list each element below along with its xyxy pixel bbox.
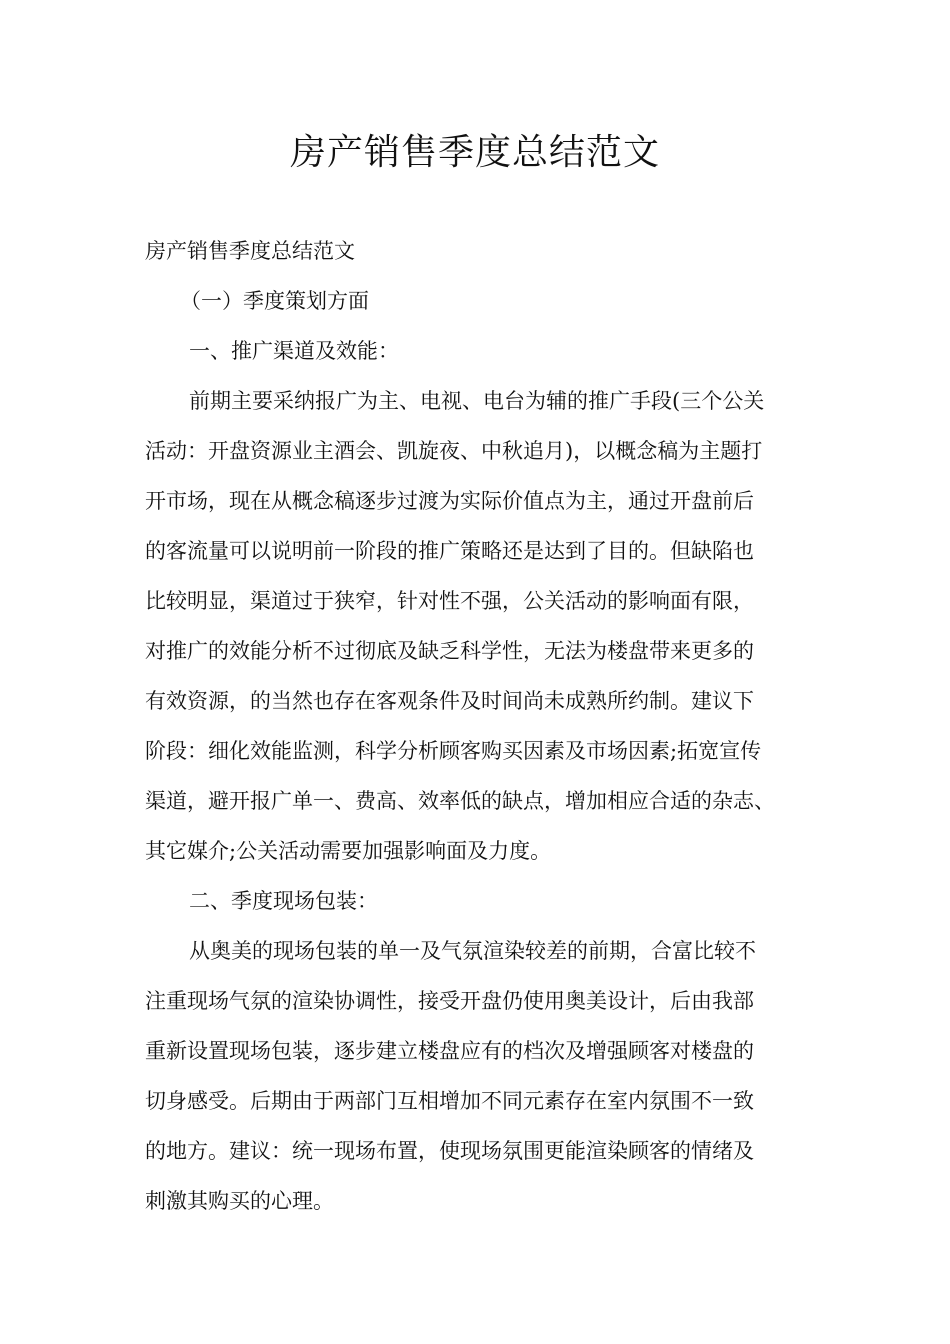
paragraph-line: 从奥美的现场包装的单一及气氛渲染较差的前期，合富比较不 <box>189 939 756 963</box>
document-title: 房产销售季度总结范文 <box>289 132 660 173</box>
paragraph-line: 注重现场气氛的渲染协调性，接受开盘仍使用奥美设计，后由我部 <box>145 989 754 1013</box>
section-heading: （一）季度策划方面 <box>180 289 369 313</box>
paragraph-line: 比较明显，渠道过于狭窄，针对性不强，公关活动的影响面有限， <box>145 589 754 613</box>
paragraph-line: 其它媒介;公关活动需要加强影响面及力度。 <box>145 839 552 863</box>
paragraph-line: 对推广的效能分析不过彻底及缺乏科学性，无法为楼盘带来更多的 <box>145 639 754 663</box>
paragraph-line: 的地方。建议：统一现场布置，使现场氛围更能渲染顾客的情绪及 <box>145 1139 754 1163</box>
paragraph-line: 的客流量可以说明前一阶段的推广策略还是达到了目的。但缺陷也 <box>145 539 754 563</box>
paragraph-line: 阶段：细化效能监测，科学分析顾客购买因素及市场因素;拓宽宣传 <box>145 739 762 763</box>
paragraph-line: 刺激其购买的心理。 <box>145 1189 334 1213</box>
paragraph-line: 前期主要采纳报广为主、电视、电台为辅的推广手段(三个公关 <box>189 389 765 413</box>
paragraph-line: 重新设置现场包装，逐步建立楼盘应有的档次及增强顾客对楼盘的 <box>145 1039 754 1063</box>
paragraph-line: 活动：开盘资源业主酒会、凯旋夜、中秋追月)，以概念稿为主题打 <box>145 439 763 463</box>
document-subtitle: 房产销售季度总结范文 <box>145 239 355 263</box>
paragraph-line: 开市场，现在从概念稿逐步过渡为实际价值点为主，通过开盘前后 <box>145 489 754 513</box>
heading-promotion-channels: 一、推广渠道及效能： <box>189 339 399 363</box>
heading-site-packaging: 二、季度现场包装： <box>189 889 378 913</box>
paragraph-line: 渠道，避开报广单一、费高、效率低的缺点，增加相应合适的杂志、 <box>145 789 775 813</box>
paragraph-line: 有效资源，的当然也存在客观条件及时间尚未成熟所约制。建议下 <box>145 689 754 713</box>
paragraph-line: 切身感受。后期由于两部门互相增加不同元素存在室内氛围不一致 <box>145 1089 754 1113</box>
